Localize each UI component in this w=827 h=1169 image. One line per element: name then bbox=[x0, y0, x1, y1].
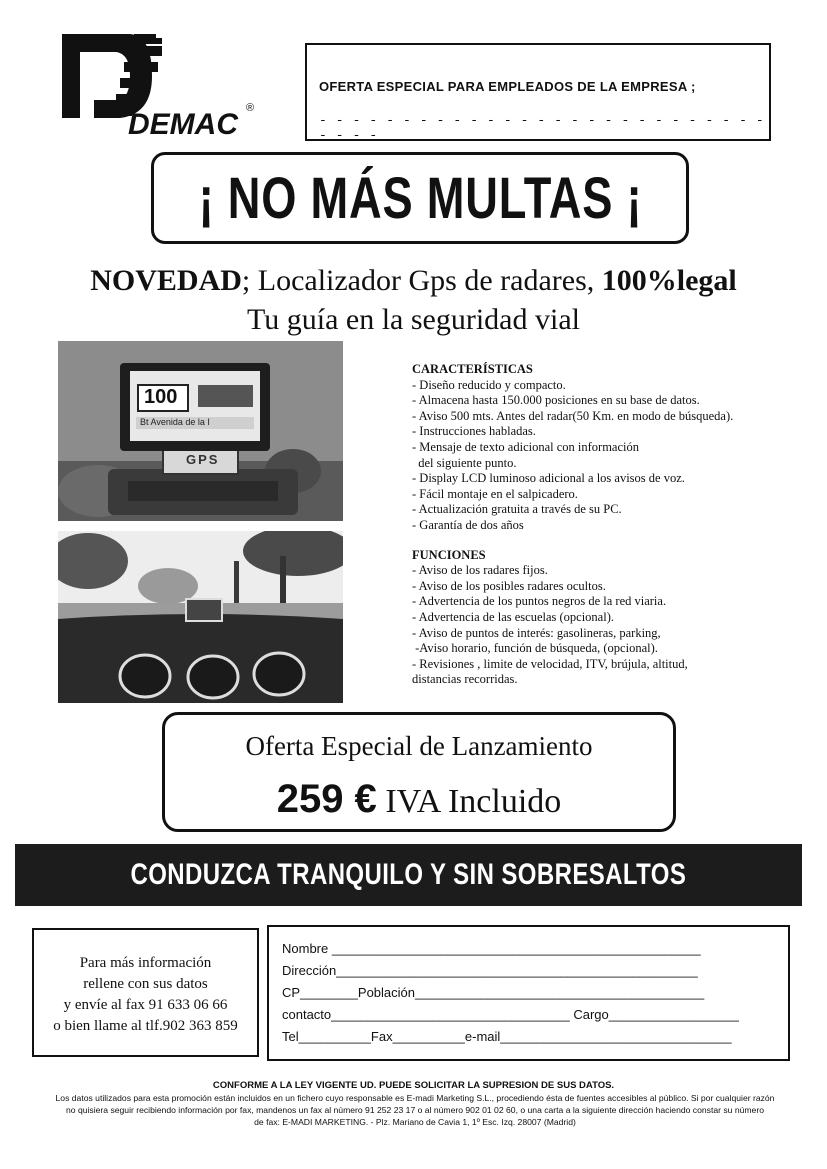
legal-line: de fax: E-MADI MARKETING. - Plz. Mariano de Cavia 1, 1º Esc. Izq. 28007 (Madrid) bbox=[254, 1117, 576, 1127]
novedad-legal: 100%legal bbox=[601, 264, 737, 297]
function-item: distancias recorridas. bbox=[412, 672, 518, 687]
tagline: Tu guía en la seguridad vial bbox=[246, 303, 580, 336]
characteristic-item: del siguiente punto. bbox=[412, 455, 517, 470]
launch-offer-title: Oferta Especial de Lanzamiento bbox=[245, 731, 593, 761]
screen-speed-value: 100 bbox=[144, 386, 178, 408]
price-amount: 259 € bbox=[276, 777, 377, 821]
function-item: - Revisiones , limite de velocidad, ITV, brújula, altitud, bbox=[412, 656, 688, 671]
info-line: Para más información bbox=[79, 955, 212, 971]
gps-device-photo bbox=[58, 341, 343, 521]
employee-offer-title: OFERTA ESPECIAL PARA EMPLEADOS DE LA EMPRESA ; bbox=[319, 79, 696, 94]
company-logo bbox=[60, 32, 270, 142]
legal-notice bbox=[30, 1092, 800, 1128]
functions-title: FUNCIONES bbox=[412, 547, 486, 562]
product-specs bbox=[412, 362, 792, 688]
employee-offer-box bbox=[305, 43, 771, 141]
headline-box bbox=[151, 152, 689, 244]
address-field[interactable]: Dirección__________________________________________________ bbox=[282, 963, 698, 978]
tel-fax-email-field[interactable]: Tel__________Fax__________e-mail________________________________ bbox=[282, 1029, 732, 1044]
legal-line: no quisiera seguir recibiendo información por fax, mandenos un fax al número 91 252 23 17 o al número 902 01 02 60, o una carta a la siguiente dirección haciendo constar su número bbox=[66, 1105, 764, 1115]
headline-text: ¡ NO MÁS MULTAS ¡ bbox=[198, 165, 642, 231]
logo-brand-text: DEMAC bbox=[128, 108, 238, 141]
characteristic-item: - Display LCD luminoso adicional a los avisos de voz. bbox=[412, 471, 685, 486]
contact-form bbox=[267, 925, 790, 1061]
postal-city-field[interactable]: CP________Población________________________________________ bbox=[282, 985, 705, 1000]
car-dashboard-photo bbox=[58, 531, 343, 703]
device-label: GPS bbox=[186, 452, 220, 467]
company-name-line[interactable]: - - - - - - - - - - - - - - - - - - - - - - - - - - - - - - - bbox=[319, 113, 765, 143]
characteristic-item: - Mensaje de texto adicional con información bbox=[412, 439, 640, 454]
characteristic-item: - Aviso 500 mts. Antes del radar(50 Km. en modo de búsqueda). bbox=[412, 408, 734, 423]
function-item: - Aviso de los posibles radares ocultos. bbox=[412, 578, 606, 593]
price-line bbox=[165, 777, 673, 822]
characteristic-item: - Actualización gratuita a través de su PC. bbox=[412, 502, 622, 517]
characteristic-item: - Garantía de dos años bbox=[412, 517, 524, 532]
characteristic-item: - Diseño reducido y compacto. bbox=[412, 377, 566, 392]
screen-street-text: Bt Avenida de la I bbox=[140, 417, 210, 427]
name-field[interactable]: Nombre ___________________________________________________ bbox=[282, 941, 701, 956]
function-item: - Aviso de puntos de interés: gasolineras, parking, bbox=[412, 625, 661, 640]
info-line-fax: y envíe al fax 91 633 06 66 bbox=[63, 997, 228, 1013]
slogan-banner bbox=[15, 844, 802, 906]
characteristic-item: - Almacena hasta 150.000 posiciones en su base de datos. bbox=[412, 393, 700, 408]
legal-line: Los datos utilizados para esta promoción están incluidos en un fichero cuyo responsable es E-madi Marketing S.L., procediendo ésta de fuentes accesibles al público. Si por cualquier razón bbox=[55, 1093, 775, 1103]
contact-position-field[interactable]: contacto_________________________________ Cargo__________________ bbox=[282, 1007, 739, 1022]
slogan-text: CONDUZCA TRANQUILO Y SIN SOBRESALTOS bbox=[130, 858, 687, 891]
novedad-line bbox=[0, 264, 827, 298]
characteristics-title: CARACTERÍSTICAS bbox=[412, 362, 533, 376]
novedad-mid: ; Localizador Gps de radares, bbox=[241, 264, 602, 297]
launch-offer-box bbox=[162, 712, 676, 832]
function-item: - Advertencia de los puntos negros de la red viaria. bbox=[412, 594, 667, 609]
function-item: -Aviso horario, función de búsqueda, (opcional). bbox=[412, 641, 658, 656]
price-tax: IVA Incluido bbox=[376, 783, 562, 820]
function-item: - Aviso de los radares fijos. bbox=[412, 563, 548, 578]
info-line-phone: o bien llame al tlf.902 363 859 bbox=[53, 1018, 238, 1034]
function-item: - Advertencia de las escuelas (opcional). bbox=[412, 609, 614, 624]
characteristic-item: - Instrucciones habladas. bbox=[412, 424, 536, 439]
contact-info-box bbox=[32, 928, 259, 1057]
info-line: rellene con sus datos bbox=[83, 976, 208, 992]
legal-title: CONFORME A LA LEY VIGENTE UD. PUEDE SOLICITAR LA SUPRESION DE SUS DATOS. bbox=[212, 1080, 615, 1091]
novedad-lead: NOVEDAD bbox=[90, 264, 242, 297]
registered-mark: ® bbox=[246, 102, 255, 114]
characteristic-item: - Fácil montaje en el salpicadero. bbox=[412, 486, 578, 501]
